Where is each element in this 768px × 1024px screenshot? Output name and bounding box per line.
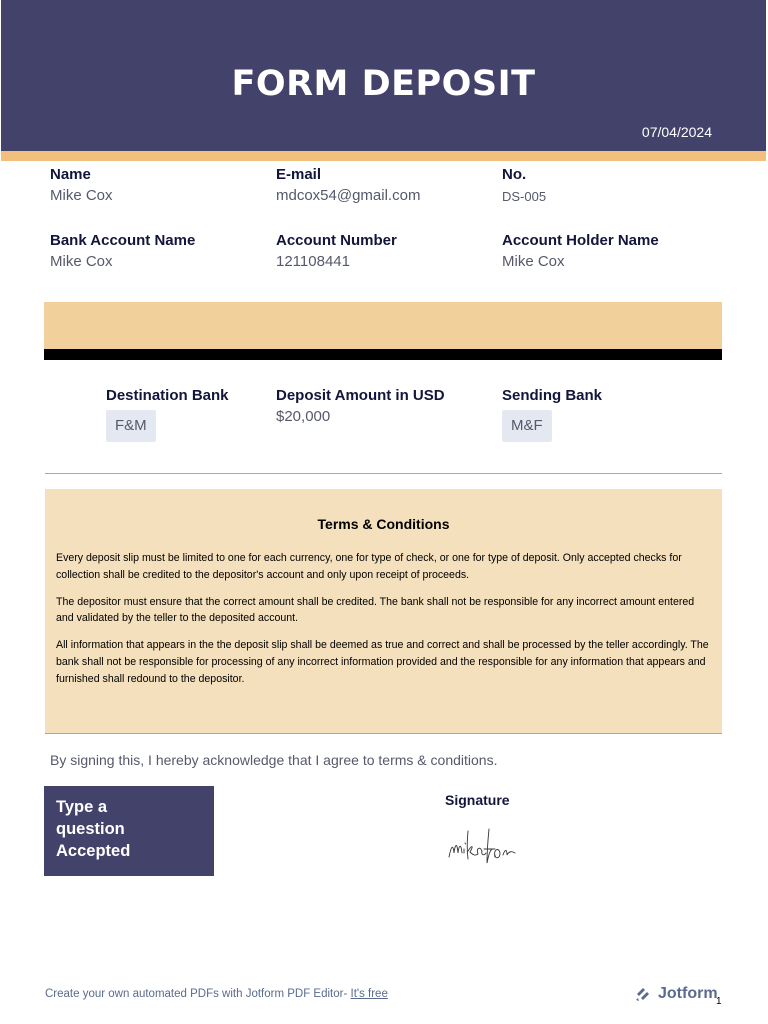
terms-paragraph: All information that appears in the the deposit slip shall be deemed as true and correct and shall be processed by the teller accordingly. The bank shall not be responsible for processing of any incorrect information provided and the responsible for any information that appears and furnished shall redound to the depositor. xyxy=(56,639,709,685)
field-value: 121108441 xyxy=(276,253,350,270)
field-label: E-mail xyxy=(276,166,322,183)
signature-label: Signature xyxy=(445,792,510,808)
field-sending-bank xyxy=(502,387,602,442)
sending-bank-chip: M&F xyxy=(502,410,552,442)
section-band xyxy=(44,302,722,349)
jotform-logo-icon xyxy=(634,985,652,1003)
terms-paragraph: Every deposit slip must be limited to one for each currency, one for type of check, or one for type of deposit. Only accepted checks for collection shall be credited to the depositor's account and only upon receipt of proceeds. xyxy=(56,552,682,581)
accepted-box-line: Type a xyxy=(56,798,108,816)
page-number: 1 xyxy=(716,996,722,1007)
field-label: Account Holder Name xyxy=(502,232,659,249)
field-value: mdcox54@gmail.com xyxy=(276,187,421,204)
field-label: Destination Bank xyxy=(106,387,229,404)
accepted-box-line: Accepted xyxy=(56,842,131,860)
field-account-holder-name xyxy=(502,232,659,271)
field-value: Mike Cox xyxy=(50,187,113,204)
form-date: 07/04/2024 xyxy=(641,124,712,140)
divider xyxy=(45,473,722,474)
terms-paragraph: The depositor must ensure that the correct amount shall be credited. The bank shall not be responsible for any incorrect amount entered and validated by the teller to the deposited account. xyxy=(56,595,695,625)
field-account-number xyxy=(276,232,397,271)
field-value: Mike Cox xyxy=(502,253,565,270)
field-label: Sending Bank xyxy=(502,387,603,404)
accepted-box xyxy=(44,786,214,876)
field-email xyxy=(276,166,420,205)
accent-stripe xyxy=(1,151,766,161)
field-label: Deposit Amount in USD xyxy=(276,387,445,404)
field-value: DS-005 xyxy=(502,189,547,204)
jotform-logo[interactable] xyxy=(634,985,718,1003)
jotform-logo-text: Jotform xyxy=(658,985,718,1002)
field-deposit-amount xyxy=(276,387,445,426)
field-label: Bank Account Name xyxy=(50,232,196,249)
signature-image xyxy=(445,823,525,869)
field-value: Mike Cox xyxy=(50,253,113,270)
field-label: Name xyxy=(50,166,91,183)
field-bank-account-name xyxy=(50,232,195,271)
page-title: FORM DEPOSIT xyxy=(231,64,536,104)
divider xyxy=(45,733,722,734)
footer-free-link[interactable]: It's free xyxy=(350,988,388,1000)
terms-title: Terms & Conditions xyxy=(317,516,450,532)
field-name xyxy=(50,166,113,205)
field-number xyxy=(502,166,546,206)
field-label: Account Number xyxy=(276,232,397,249)
acknowledgement-text: By signing this, I hereby acknowledge that I agree to terms & conditions. xyxy=(50,752,498,768)
accepted-box-line: question xyxy=(56,820,125,838)
section-divider-bar xyxy=(44,349,722,360)
field-destination-bank xyxy=(106,387,229,442)
header-banner xyxy=(1,0,766,151)
field-label: No. xyxy=(502,166,527,183)
footer-promo-text: Create your own automated PDFs with Jotform PDF Editor- xyxy=(45,988,351,1000)
terms-section xyxy=(45,489,722,733)
footer-text xyxy=(45,988,388,1000)
field-value: $20,000 xyxy=(276,408,331,425)
destination-bank-chip: F&M xyxy=(106,410,156,442)
